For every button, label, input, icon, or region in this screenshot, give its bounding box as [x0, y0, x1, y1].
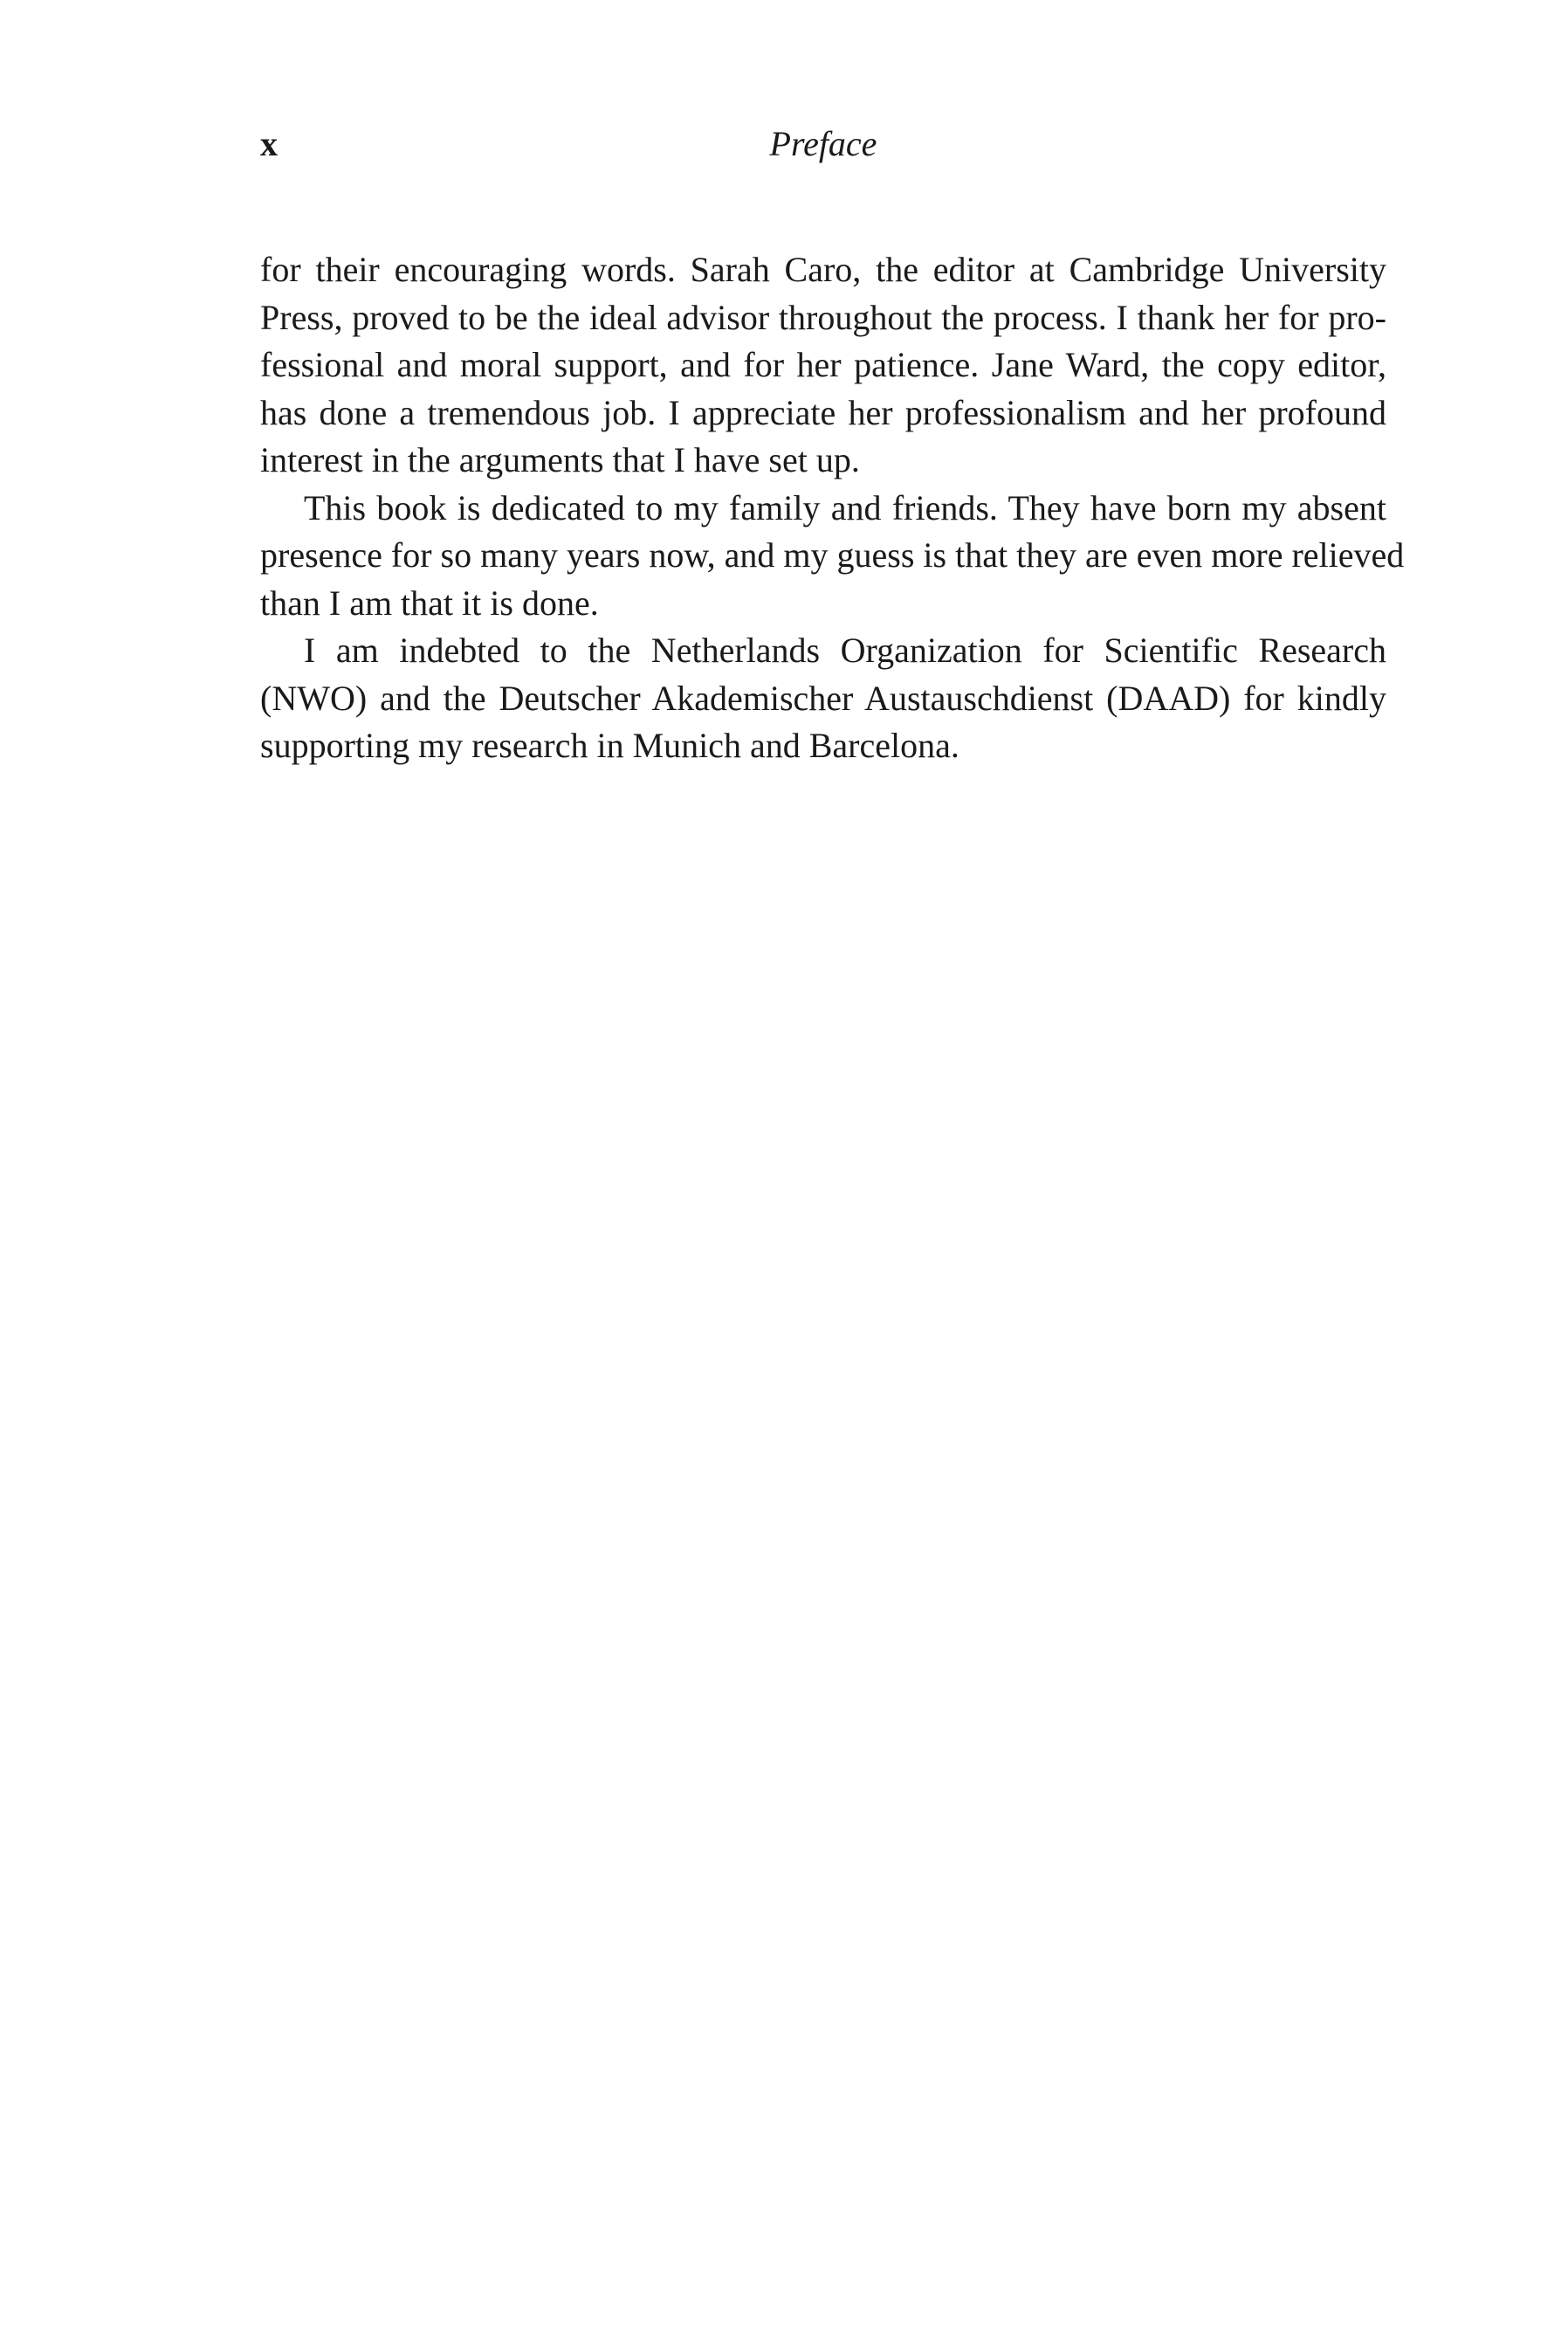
paragraph-1	[260, 246, 1386, 485]
body-text	[260, 246, 1405, 770]
text-line: interest in the arguments that I have set up.	[260, 440, 860, 479]
paragraph-2	[260, 485, 1405, 628]
text-line: fessional and moral support, and for her patience. Jane Ward, the copy editor,	[260, 345, 1386, 384]
text-line: (NWO) and the Deutscher Akademischer Austauschdienst (DAAD) for kindly	[260, 678, 1386, 718]
running-title: Preface	[769, 124, 877, 163]
text-line: supporting my research in Munich and Barcelona.	[260, 726, 959, 765]
paragraph-3	[260, 627, 1386, 770]
text-line: Press, proved to be the ideal advisor throughout the process. I thank her for pro-	[260, 297, 1386, 337]
text-line: than I am that it is done.	[260, 583, 599, 623]
text-line: I am indebted to the Netherlands Organization for Scientific Research	[304, 631, 1386, 670]
text-line: presence for so many years now, and my guess is that they are even more relieved	[260, 535, 1405, 575]
text-line: This book is dedicated to my family and friends. They have born my absent	[304, 487, 1386, 527]
page-number: x	[260, 124, 278, 163]
text-line: for their encouraging words. Sarah Caro, the editor at Cambridge University	[260, 250, 1386, 289]
running-head	[260, 118, 1386, 170]
text-line: has done a tremendous job. I appreciate her professionalism and her profound	[260, 392, 1386, 432]
